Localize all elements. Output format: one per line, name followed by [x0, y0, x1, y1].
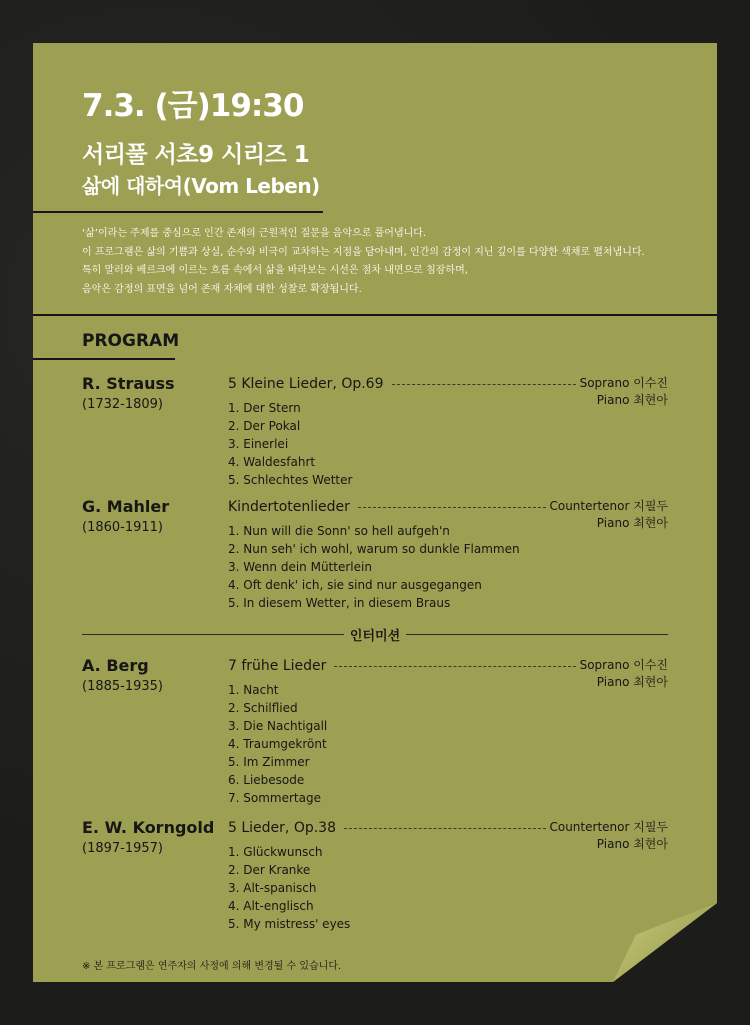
song-list	[228, 522, 668, 612]
composer-name: G. Mahler	[82, 497, 170, 516]
song-list	[228, 681, 668, 807]
intermission-label: 인터미션	[349, 628, 401, 644]
performer: Soprano 이수진	[579, 376, 668, 390]
composer-years: (1860-1911)	[82, 520, 164, 535]
change-notice: ※ 본 프로그램은 연주자의 사정에 의해 변경될 수 있습니다.	[82, 961, 342, 972]
song-item: 2. Der Pokal	[228, 419, 301, 433]
song-item: 1. Nacht	[228, 683, 279, 697]
dotted-leader	[344, 828, 546, 829]
performer: Piano 최현아	[596, 675, 668, 689]
series-title: 서리풀 서초9 시리즈 1	[82, 142, 310, 168]
song-item: 6. Liebesode	[228, 773, 305, 787]
song-item: 3. Alt-spanisch	[228, 881, 317, 895]
composer-block	[82, 656, 163, 697]
program-heading: PROGRAM	[82, 331, 180, 351]
work-title: 7 frühe Lieder	[228, 658, 327, 674]
description	[82, 225, 682, 299]
song-list	[228, 843, 668, 933]
composer-years: (1897-1957)	[82, 841, 164, 856]
song-item: 5. My mistress' eyes	[228, 917, 351, 931]
dotted-leader	[392, 384, 577, 385]
song-item: 1. Der Stern	[228, 401, 301, 415]
performer: Piano 최현아	[596, 393, 668, 407]
song-item: 4. Oft denk' ich, sie sind nur ausgegangen	[228, 578, 482, 592]
song-item: 1. Glückwunsch	[228, 845, 323, 859]
composer-name: R. Strauss	[82, 374, 175, 393]
song-item: 3. Wenn dein Mütterlein	[228, 560, 372, 574]
performer: Countertenor 지필두	[549, 499, 668, 513]
concert-subtitle: 삶에 대하여(Vom Leben)	[82, 174, 320, 198]
title-divider	[33, 211, 323, 213]
performer: Piano 최현아	[596, 516, 668, 530]
composer-name: E. W. Korngold	[82, 818, 215, 837]
work-title: 5 Kleine Lieder, Op.69	[228, 376, 384, 392]
song-item: 2. Nun seh' ich wohl, warum so dunkle Flammen	[228, 542, 520, 556]
performers	[549, 498, 668, 532]
performers	[549, 819, 668, 853]
composer-years: (1732-1809)	[82, 397, 164, 412]
song-item: 4. Alt-englisch	[228, 899, 314, 913]
description-line: 음악은 감정의 표면을 넘어 존재 자체에 대한 성찰로 확장됩니다.	[82, 283, 362, 295]
song-item: 1. Nun will die Sonn' so hell aufgeh'n	[228, 524, 450, 538]
work-title: Kindertotenlieder	[228, 499, 350, 515]
song-item: 3. Die Nachtigall	[228, 719, 328, 733]
performer: Soprano 이수진	[579, 658, 668, 672]
description-line: ‘삶’이라는 주제를 중심으로 인간 존재의 근원적인 질문을 음악으로 풀어냅니다.	[82, 228, 427, 239]
song-item: 7. Sommertage	[228, 791, 321, 805]
dotted-leader	[334, 666, 576, 667]
song-item: 2. Der Kranke	[228, 863, 311, 877]
program-heading-underline	[33, 358, 175, 360]
composer-block	[82, 374, 175, 415]
section-divider	[33, 314, 717, 316]
song-item: 5. Im Zimmer	[228, 755, 310, 769]
composer-years: (1885-1935)	[82, 679, 164, 694]
performer: Piano 최현아	[596, 837, 668, 851]
song-item: 4. Waldesfahrt	[228, 455, 316, 469]
song-item: 4. Traumgekrönt	[228, 737, 327, 751]
description-line: 이 프로그램은 삶의 기쁨과 상실, 순수와 비극이 교차하는 지점을 담아내며, 인간의 감정이 지닌 깊이를 다양한 색채로 펼쳐냅니다.	[82, 246, 645, 258]
song-list	[228, 399, 668, 489]
performers	[580, 375, 668, 409]
composer-name: A. Berg	[82, 656, 149, 675]
dotted-leader	[358, 507, 546, 508]
composer-block	[82, 818, 214, 859]
song-item: 5. Schlechtes Wetter	[228, 473, 353, 487]
concert-date: 7.3. (금)19:30	[82, 88, 304, 124]
song-item: 3. Einerlei	[228, 437, 289, 451]
performers	[580, 657, 668, 691]
intermission-divider	[82, 624, 668, 644]
description-line: 특히 말러와 베르크에 이르는 흐름 속에서 삶을 바라보는 시선은 점차 내면으로 침잠하며,	[82, 265, 468, 276]
performer: Countertenor 지필두	[549, 820, 668, 834]
song-item: 2. Schilflied	[228, 701, 298, 715]
song-item: 5. In diesem Wetter, in diesem Braus	[228, 596, 451, 610]
work-title: 5 Lieder, Op.38	[228, 820, 336, 836]
composer-block	[82, 497, 169, 538]
